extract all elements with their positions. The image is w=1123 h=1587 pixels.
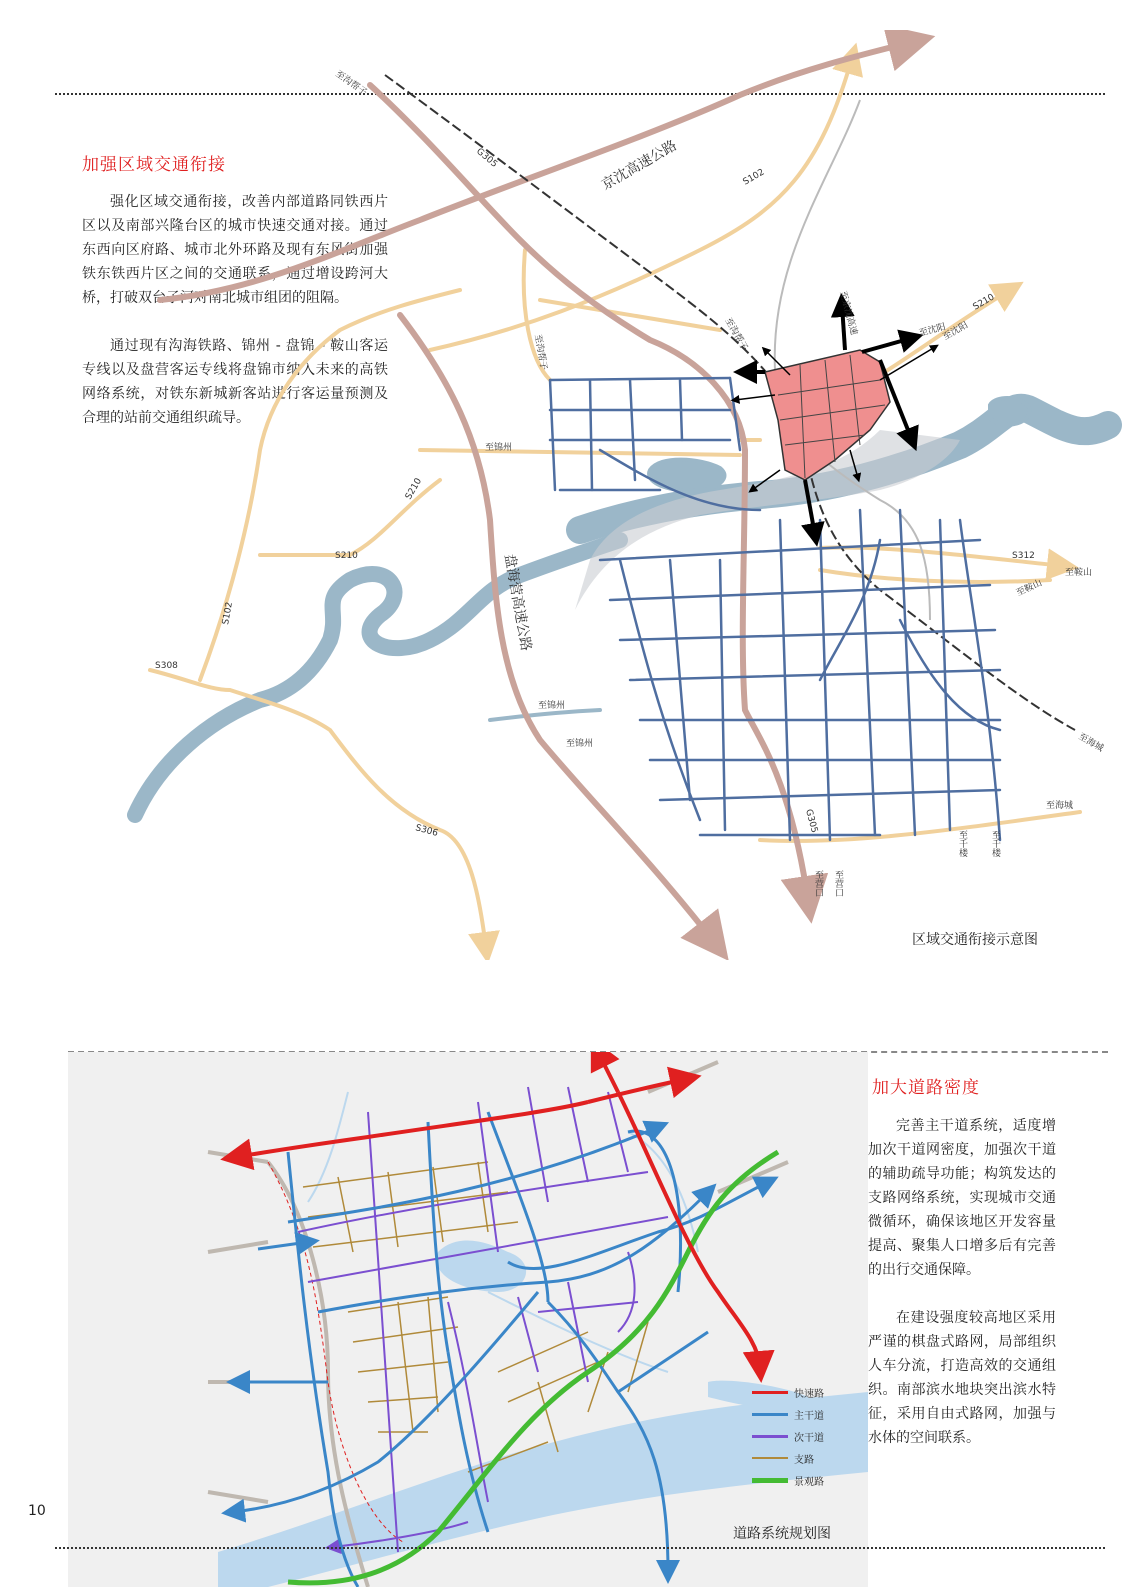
label-to-goubangzi-rail: 至沟帮子 [722,316,750,353]
label-s210-mid: S210 [403,476,425,502]
label-to-haicheng-2: 至海城 [1046,801,1074,811]
legend-item-secondary [752,1425,862,1447]
label-to-yingkou-2: 至营口 [833,870,843,897]
label-to-anshan-1: 至鞍山 [1065,568,1093,578]
provincial-roads [150,58,1080,948]
bottom-dotted-divider [55,1547,1105,1549]
label-to-jinzhou-1: 至锦州 [485,443,513,453]
regional-map-caption: 区域交通衔接示意图 [912,932,1038,948]
label-to-qianlou-2: 至千楼 [990,830,1000,857]
label-s306: S306 [414,823,439,839]
label-to-goubangzi-top: 至沟帮子 [333,69,369,99]
section2-paragraph-1: 完善主干道系统，适度增加次干道网密度，加强次干道的辅助疏导功能；构筑发达的支路网络系统，实现城市交通微循环，确保该地区开发容量提高、聚集人口增多后有完善的出行交通保障。 [868,1118,1056,1278]
legend-label-secondary: 次干道 [794,1432,824,1444]
legend-swatch-local [752,1457,788,1459]
regional-traffic-map [0,30,1123,960]
label-panhai-highway: 盘海营高速公路 [501,552,534,653]
river [135,398,1108,815]
label-to-anshan-2: 至鞍山 [1015,578,1044,599]
label-jingshen-highway: 京沈高速公路 [599,137,680,194]
road-map-legend [752,1381,862,1491]
label-to-haicheng-1: 至海城 [1076,731,1105,755]
legend-label-expressway: 快速路 [794,1388,824,1400]
label-to-qianlou-1: 至千楼 [957,830,967,857]
legend-swatch-arterial [752,1413,788,1416]
section1-paragraph-2: 通过现有沟海铁路、锦州 - 盘锦 - 鞍山客运专线以及盘营客运专线将盘锦市纳入未来的高铁网络系统，对铁东新城新客站进行客运量预测及合理的站前交通组织疏导。 [82,338,388,426]
label-s102-left: S102 [221,601,235,626]
label-to-jingshen: 至京沈高速 [837,290,859,337]
legend-label-arterial: 主干道 [794,1410,824,1422]
page-number: 10 [28,1503,46,1519]
section-heading-road-density: 加大道路密度 [872,1078,980,1098]
label-s312: S312 [1012,551,1035,561]
label-s308: S308 [155,661,178,671]
section1-paragraph-1: 强化区域交通衔接，改善内部道路同铁西片区以及南部兴隆台区的城市快速交通对接。通过东西向区府路、城市北外环路及现有东风街加强铁东铁西片区之间的交通联系，通过增设跨河大桥，打破双台子河对南北城市组团的阻隔。 [82,194,388,306]
label-to-goubangzi-mid: 至沟帮子 [532,333,549,371]
label-to-jinzhou-3: 至锦州 [566,739,594,749]
legend-item-local [752,1447,862,1469]
legend-label-local: 支路 [794,1454,814,1466]
legend-swatch-secondary [752,1435,788,1438]
legend-swatch-expressway [752,1391,788,1394]
section-heading-regional-traffic: 加强区域交通衔接 [82,155,226,175]
label-s102-top: S102 [741,167,767,188]
road-map-caption: 道路系统规划图 [733,1526,831,1542]
label-to-jinzhou-2: 至锦州 [538,701,566,711]
label-g305-top: G305 [474,146,500,170]
section2-paragraph-2: 在建设强度较高地区采用严谨的棋盘式路网，局部组织人车分流，打造高效的交通组织。南部滨水地块突出滨水特征，采用自由式路网，加强与水体的空间联系。 [868,1310,1056,1446]
road-system-map [68,1052,868,1587]
legend-item-arterial [752,1403,862,1425]
legend-item-landscape [752,1469,862,1491]
label-to-shenyang-1: 至沈阳 [918,322,947,339]
label-to-yingkou-1: 至营口 [813,870,823,897]
label-s210-right: S210 [971,292,997,313]
label-s210-left: S210 [335,551,358,561]
legend-label-landscape: 景观路 [794,1476,824,1488]
label-g305-bottom: G305 [803,808,820,835]
label-to-shenyang-2: 至沈阳 [941,320,970,343]
legend-swatch-landscape [752,1478,788,1483]
legend-item-expressway [752,1381,862,1403]
